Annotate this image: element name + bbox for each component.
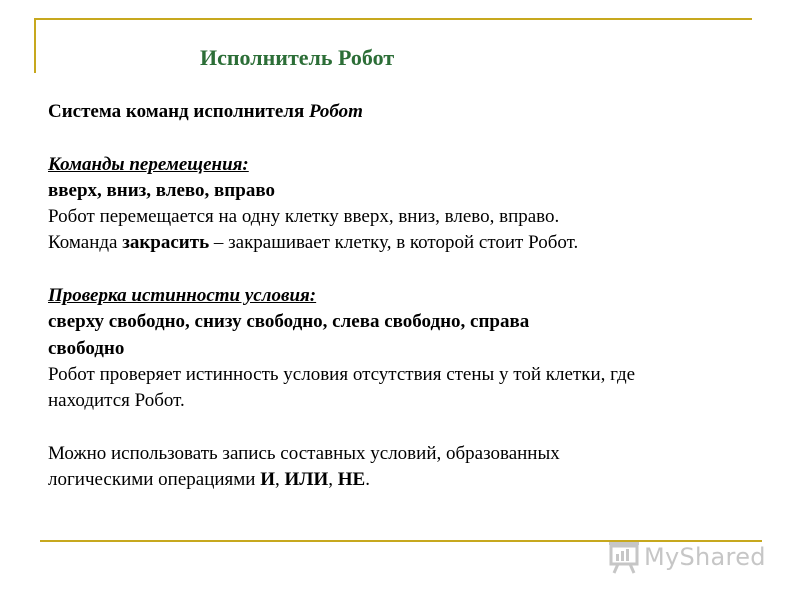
watermark-text: MyShared <box>644 543 766 571</box>
watermark <box>606 538 766 578</box>
movement-heading <box>48 152 768 178</box>
sep-2: , <box>328 469 338 491</box>
op-not: НЕ <box>337 469 366 491</box>
presentation-board-icon <box>606 540 642 574</box>
frame-top-line <box>34 18 752 20</box>
compound-line-2 <box>48 467 768 493</box>
op-and: И <box>260 469 276 491</box>
condition-heading <box>48 283 768 309</box>
heading-italic: Робот <box>308 101 363 122</box>
movement-commands: вверх, вниз, влево, вправо <box>48 179 275 201</box>
compound-line-1: Можно использовать запись составных условий, образованных <box>48 442 560 464</box>
heading-line <box>48 99 768 125</box>
op-or: ИЛИ <box>284 469 329 491</box>
paint-command: закрасить <box>122 232 210 254</box>
movement-heading-text: Команды перемещения: <box>48 153 249 175</box>
paint-prefix: Команда <box>48 232 123 254</box>
slide-title: Исполнитель Робот <box>200 45 395 70</box>
frame-left-line <box>34 18 36 73</box>
condition-description-1: Робот проверяет истинность условия отсутствия стены у той клетки, где <box>48 363 636 385</box>
paint-command-line <box>48 230 768 256</box>
compound-prefix: логическими операциями <box>48 469 261 491</box>
sep-1: , <box>275 469 285 491</box>
condition-heading-text: Проверка истинности условия: <box>48 285 317 307</box>
paint-suffix: – закрашивает клетку, в которой стоит Робот. <box>209 232 579 254</box>
heading-text: Система команд исполнителя <box>48 101 309 122</box>
end-punct: . <box>365 469 370 491</box>
slide-body <box>48 99 768 493</box>
movement-description: Робот перемещается на одну клетку вверх, вниз, влево, вправо. <box>48 206 560 228</box>
conditions-line-2: свободно <box>48 337 125 359</box>
conditions-line-1: сверху свободно, снизу свободно, слева свободно, справа <box>48 311 530 333</box>
condition-description-2: находится Робот. <box>48 390 185 412</box>
